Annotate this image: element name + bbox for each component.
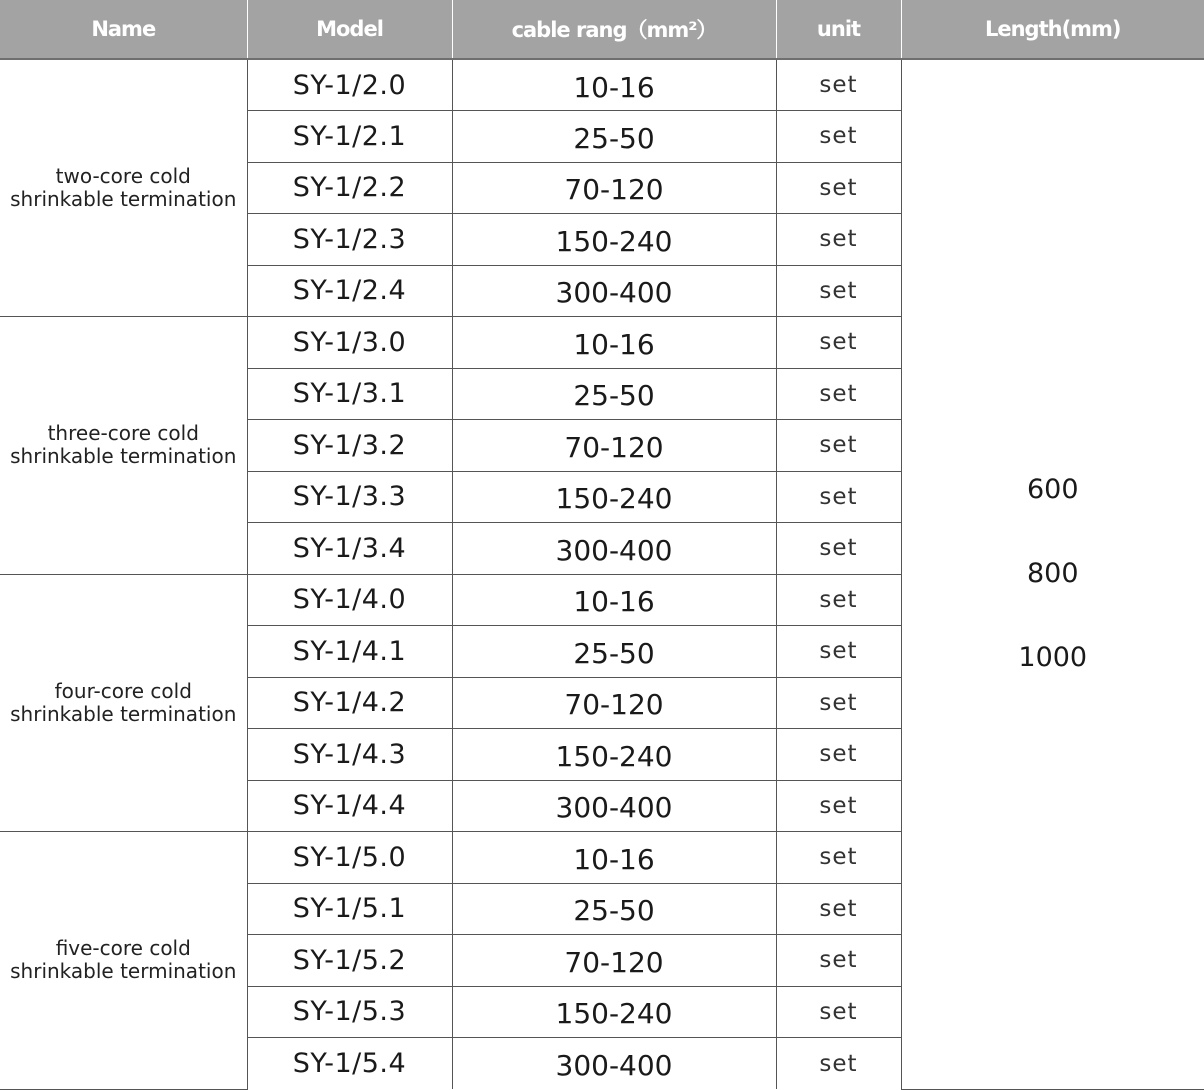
model-cell: SY-1/3.0 <box>247 317 452 369</box>
length-cell <box>901 59 1204 1089</box>
model-cell: SY-1/2.1 <box>247 111 452 163</box>
unit-cell: set <box>776 59 901 111</box>
cable-range-cell: 70-120 <box>452 677 776 729</box>
cable-range-cell: 25-50 <box>452 883 776 935</box>
product-name-cell <box>0 317 247 575</box>
unit-cell: set <box>776 677 901 729</box>
model-cell: SY-1/2.3 <box>247 214 452 266</box>
unit-cell: set <box>776 317 901 369</box>
model-cell: SY-1/2.0 <box>247 59 452 111</box>
length-value: 600 <box>902 448 1204 532</box>
model-cell: SY-1/2.4 <box>247 265 452 317</box>
unit-cell: set <box>776 832 901 884</box>
unit-cell: set <box>776 471 901 523</box>
model-cell: SY-1/3.1 <box>247 368 452 420</box>
product-name-cell <box>0 59 247 317</box>
unit-cell: set <box>776 1038 901 1090</box>
unit-cell: set <box>776 729 901 781</box>
cable-range-cell: 150-240 <box>452 471 776 523</box>
unit-cell: set <box>776 368 901 420</box>
unit-cell: set <box>776 420 901 472</box>
unit-cell: set <box>776 214 901 266</box>
table-row <box>0 59 1204 111</box>
cable-range-cell: 10-16 <box>452 317 776 369</box>
model-cell: SY-1/2.2 <box>247 162 452 214</box>
model-cell: SY-1/4.0 <box>247 574 452 626</box>
unit-cell: set <box>776 986 901 1038</box>
unit-cell: set <box>776 523 901 575</box>
model-cell: SY-1/5.2 <box>247 935 452 987</box>
model-cell: SY-1/5.3 <box>247 986 452 1038</box>
cable-range-cell: 10-16 <box>452 574 776 626</box>
model-cell: SY-1/4.2 <box>247 677 452 729</box>
product-name-line2: shrinkable termination <box>0 445 247 468</box>
table-header <box>0 0 1204 59</box>
unit-cell: set <box>776 883 901 935</box>
cable-range-cell: 150-240 <box>452 986 776 1038</box>
cable-range-cell: 70-120 <box>452 935 776 987</box>
product-name-line1: three-core cold <box>0 422 247 445</box>
header-cable-range: cable rang（mm²） <box>452 0 776 59</box>
model-cell: SY-1/4.3 <box>247 729 452 781</box>
product-name-line2: shrinkable termination <box>0 188 247 211</box>
cable-range-cell: 10-16 <box>452 832 776 884</box>
header-name: Name <box>0 0 247 59</box>
cable-range-cell: 300-400 <box>452 523 776 575</box>
cable-range-cell: 300-400 <box>452 1038 776 1090</box>
model-cell: SY-1/5.0 <box>247 832 452 884</box>
model-cell: SY-1/4.4 <box>247 780 452 832</box>
product-name-line1: two-core cold <box>0 165 247 188</box>
length-value: 800 <box>902 532 1204 616</box>
model-cell: SY-1/3.2 <box>247 420 452 472</box>
product-name-line1: four-core cold <box>0 680 247 703</box>
product-name-line2: shrinkable termination <box>0 960 247 983</box>
product-name-line1: five-core cold <box>0 937 247 960</box>
unit-cell: set <box>776 574 901 626</box>
model-cell: SY-1/5.4 <box>247 1038 452 1090</box>
unit-cell: set <box>776 780 901 832</box>
header-row <box>0 0 1204 59</box>
cable-range-cell: 150-240 <box>452 729 776 781</box>
product-name-line2: shrinkable termination <box>0 703 247 726</box>
length-value: 1000 <box>902 616 1204 700</box>
cable-range-cell: 300-400 <box>452 265 776 317</box>
cable-range-cell: 10-16 <box>452 59 776 111</box>
unit-cell: set <box>776 162 901 214</box>
unit-cell: set <box>776 111 901 163</box>
model-cell: SY-1/4.1 <box>247 626 452 678</box>
cable-range-cell: 25-50 <box>452 111 776 163</box>
model-cell: SY-1/3.3 <box>247 471 452 523</box>
unit-cell: set <box>776 935 901 987</box>
cable-range-cell: 70-120 <box>452 420 776 472</box>
cable-range-cell: 25-50 <box>452 368 776 420</box>
unit-cell: set <box>776 626 901 678</box>
cable-range-cell: 150-240 <box>452 214 776 266</box>
product-name-cell <box>0 832 247 1090</box>
product-name-cell <box>0 574 247 832</box>
header-length: Length(mm) <box>901 0 1204 59</box>
cable-range-cell: 25-50 <box>452 626 776 678</box>
header-model: Model <box>247 0 452 59</box>
unit-cell: set <box>776 265 901 317</box>
cable-range-cell: 300-400 <box>452 780 776 832</box>
header-unit: unit <box>776 0 901 59</box>
table-body <box>0 59 1204 1089</box>
model-cell: SY-1/5.1 <box>247 883 452 935</box>
cable-range-cell: 70-120 <box>452 162 776 214</box>
model-cell: SY-1/3.4 <box>247 523 452 575</box>
